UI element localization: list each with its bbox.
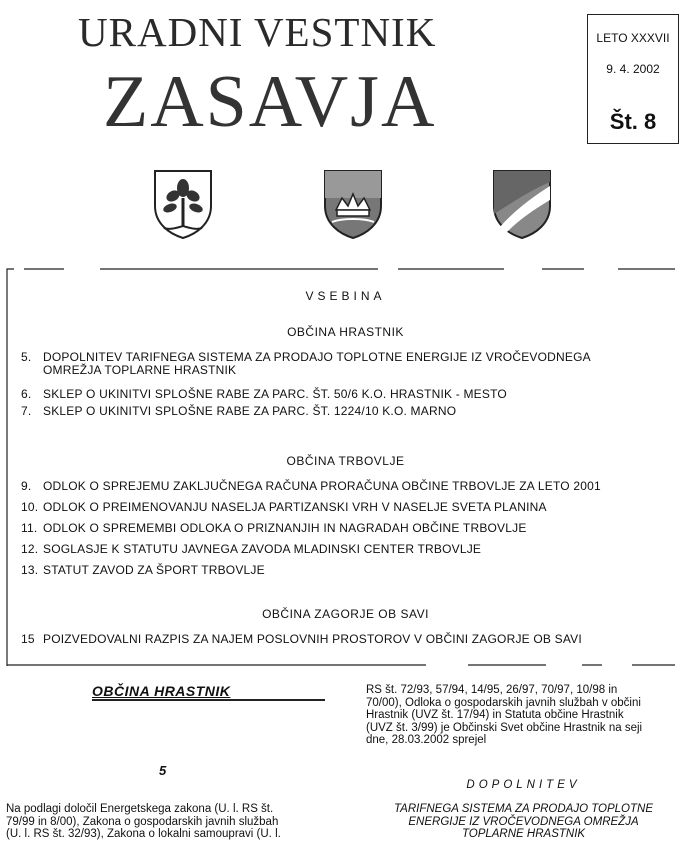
text-line: TARIFNEGA SISTEMA ZA PRODAJO TOPLOTNE (394, 803, 653, 815)
text-line: dne, 28.03.2002 sprejel (366, 734, 487, 746)
zagorje-crest-icon (491, 168, 553, 240)
toc-item-text: ODLOK O SPREMEMBI ODLOKA O PRIZNANJIH IN NAGRADAH OBČINE TRBOVLJE (43, 521, 527, 535)
toc-item[interactable] (21, 564, 265, 577)
toc-heading: VSEBINA (305, 289, 386, 303)
toc-item[interactable] (21, 522, 527, 535)
toc-item-text: POIZVEDOVALNI RAZPIS ZA NAJEM POSLOVNIH PROSTOROV V OBČINI ZAGORJE OB SAVI (43, 632, 582, 646)
article-section-title: OBČINA HRASTNIK (92, 683, 231, 699)
issue-info-box (587, 14, 679, 144)
article-right-text (366, 684, 681, 747)
text-line: 70/00), Odloka o gospodarskih javnih službah v občini (366, 696, 641, 709)
trbovlje-crest-icon (322, 168, 384, 240)
toc-item[interactable] (21, 543, 481, 556)
toc-item-number: 6. (21, 387, 32, 401)
text-line: (UVZ št. 3/99) je Občinski Svet občine Hrastnik na seji (366, 721, 643, 734)
toc-item-number: 5. (21, 350, 32, 364)
issue-number: Št. 8 (609, 109, 657, 134)
issue-date: 9. 4. 2002 (606, 62, 660, 76)
toc-item-number: 7. (21, 404, 32, 418)
text-line: (U. l. RS št. 32/93), Zakona o lokalni samoupravi (U. l. (6, 828, 281, 840)
masthead-title-line2: ZASAVJA (103, 61, 437, 143)
toc-item-text-cont: OMREŽJA TOPLARNE HRASTNIK (43, 363, 237, 377)
toc-item[interactable] (21, 405, 456, 418)
article-left-text (6, 803, 332, 841)
toc-item[interactable] (21, 350, 591, 377)
document-type: DOPOLNITEV (466, 779, 581, 791)
toc-section-title: OBČINA HRASTNIK (287, 325, 404, 339)
toc-item-number: 10. (21, 500, 39, 514)
toc-item[interactable] (21, 633, 582, 646)
toc-item-text: SKLEP O UKINITVI SPLOŠNE RABE ZA PARC. ŠT. 1224/10 K.O. MARNO (43, 404, 457, 418)
toc-item-text: STATUT ZAVOD ZA ŠPORT TRBOVLJE (43, 563, 265, 577)
text-line: ENERGIJE IZ VROČEVODNEGA OMREŽJA (408, 815, 639, 828)
toc-section-title: OBČINA TRBOVLJE (286, 454, 405, 468)
toc-item-text: DOPOLNITEV TARIFNEGA SISTEMA ZA PRODAJO TOPLOTNE ENERGIJE IZ VROČEVODNEGA (43, 350, 591, 364)
toc-item-text: SOGLASJE K STATUTU JAVNEGA ZAVODA MLADINSKI CENTER TRBOVLJE (43, 542, 482, 556)
hrastnik-oak-crest-icon (152, 168, 214, 240)
toc-item-text: ODLOK O PREIMENOVANJU NASELJA PARTIZANSKI VRH V NASELJE SVETA PLANINA (43, 500, 547, 514)
toc-item[interactable] (21, 388, 507, 401)
toc-item-number: 11. (21, 521, 38, 535)
text-line: RS št. 72/93, 57/94, 14/95, 26/97, 70/97, 10/98 in (366, 684, 618, 696)
toc-item-number: 15 (21, 632, 35, 646)
text-line: TOPLARNE HRASTNIK (461, 828, 586, 840)
article-number: 5 (159, 763, 167, 778)
section-divider (92, 699, 325, 701)
toc-item[interactable] (21, 501, 547, 514)
toc-item-number: 12. (21, 542, 39, 556)
toc-item-number: 9. (21, 479, 32, 493)
text-line: Na podlagi določil Energetskega zakona (U. l. RS št. (6, 803, 274, 815)
toc-item-text: SKLEP O UKINITVI SPLOŠNE RABE ZA PARC. ŠT. 50/6 K.O. HRASTNIK - MESTO (43, 387, 507, 401)
text-line: 79/99 in 8/00), Zakona o gospodarskih javnih službah (6, 815, 279, 828)
issue-year: LETO XXXVII (596, 31, 670, 45)
masthead-title-line1: URADNI VESTNIK (78, 9, 437, 55)
document-title (366, 803, 681, 841)
toc-section-title: OBČINA ZAGORJE OB SAVI (262, 607, 429, 621)
toc-item[interactable] (21, 480, 601, 493)
toc-item-number: 13. (21, 563, 39, 577)
text-line: Hrastnik (UVZ št. 17/94) in Statuta občine Hrastnik (366, 709, 624, 721)
toc-item-text: ODLOK O SPREJEMU ZAKLJUČNEGA RAČUNA PRORAČUNA OBČINE TRBOVLJE ZA LETO 2001 (43, 479, 601, 493)
